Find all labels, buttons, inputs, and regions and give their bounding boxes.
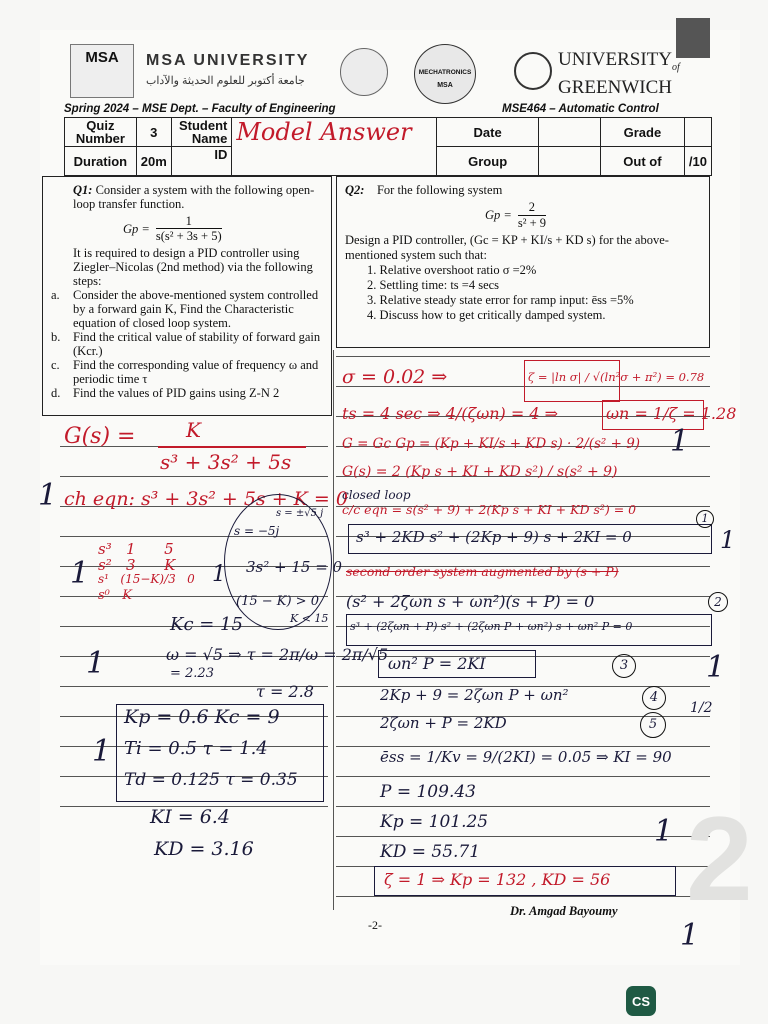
a2-e3: ωn² P = 2KI [388, 654, 486, 673]
msa-logo [70, 44, 134, 98]
a2-kp: Kp = 101.25 [380, 812, 489, 832]
circle-4: 4 [642, 686, 666, 710]
a1-tau: τ = 2.8 [256, 682, 314, 701]
q2-title: Q2: [345, 183, 365, 197]
a1-g-lhs: G(s) = [64, 424, 136, 449]
a1-g-num: K [186, 418, 201, 442]
a1-routh-r4: s⁰ K [98, 588, 132, 603]
q2-tf-den: s² + 9 [517, 216, 547, 230]
student-name: Model Answer [236, 118, 412, 147]
a2-p: P = 109.43 [380, 782, 476, 802]
circle-3: 3 [612, 654, 636, 678]
q1-step-c-label: c. [51, 358, 60, 372]
a2-ce: c/c eqn = s(s² + 9) + 2(Kp s + KI + KD s²) = 0 [342, 502, 637, 517]
mark-10: 1 [680, 918, 700, 953]
msa-name: MSA UNIVERSITY [146, 52, 310, 69]
a2-closed-loop: closed loop [342, 488, 411, 502]
a2-sigma: σ = 0.02 ⇒ [342, 366, 448, 388]
a1-aux: 3s² + 15 = 0 [246, 558, 343, 576]
mark-8: 1 [706, 650, 726, 685]
mechatronics-bottom-text: MSA [437, 82, 453, 89]
info-table [64, 117, 712, 176]
quiz-number: 3 [136, 118, 171, 147]
q1-box [42, 176, 332, 416]
a2-gs: G(s) = 2 (Kp s + KI + KD s²) / s(s² + 9) [342, 464, 618, 480]
a1-ti: Ti = 0.5 τ = 1.4 [124, 738, 268, 759]
out-of: /10 [684, 147, 711, 176]
mark-3: 1 [212, 562, 226, 587]
a2-sec-eq: (s² + 2ζωn s + ωn²)(s + P) = 0 [346, 592, 595, 611]
a2-ts: ts = 4 sec ⇒ 4/(ζωn) = 4 ⇒ [342, 404, 559, 423]
q1-step-d-label: d. [51, 386, 61, 400]
big-page-number: 2 [686, 792, 753, 926]
mark-6: 1 [670, 424, 690, 459]
q1-step-a-text: Consider the above-mentioned system controlled by a forward gain K, Find the Characteristic equation of closed loop system. [73, 288, 319, 330]
q2-tf-lhs: Gp = [485, 208, 512, 222]
column-divider [333, 350, 334, 910]
camscanner-badge: CS [626, 986, 656, 1016]
q1-step-b-label: b. [51, 330, 61, 344]
student-name-label: Student Name [171, 118, 232, 147]
a2-kd: KD = 55.71 [380, 842, 481, 862]
a1-routh-r1: s³ 1 5 [98, 540, 174, 558]
circle-1: 1 [696, 510, 714, 528]
q2-intro: For the following system [376, 183, 503, 197]
out-of-label: Out of [600, 147, 684, 176]
q1-intro: Consider a system with the following open-loop transfer function. [73, 183, 315, 211]
duration: 20m [136, 147, 171, 176]
a1-omega-val: = 2.23 [170, 666, 214, 681]
mechatronics-top-text: MECHATRONICS [418, 69, 472, 76]
greenwich-line2: GREENWICH [558, 76, 672, 98]
a2-crit: ζ = 1 ⇒ Kp = 132 , KD = 56 [384, 870, 611, 889]
a1-kd: KD = 3.16 [154, 838, 254, 860]
q1-step-a [51, 288, 325, 330]
q1-tf-den: s(s² + 3s + 5) [155, 229, 222, 243]
a2-ce-box-text: s³ + 2KD s² + (2Kp + 9) s + 2KI = 0 [356, 528, 632, 546]
a1-kcr: Kc = 15 [170, 614, 243, 635]
a2-second: second order system augmented by (s + P) [346, 564, 619, 579]
greenwich-line1: UNIVERSITY [558, 49, 672, 70]
q1-title: Q1: [73, 183, 93, 197]
quiz-number-label: Quiz Number [65, 118, 137, 147]
q2-req-4: 4. Discuss how to get critically damped system. [367, 308, 606, 322]
q2-box [336, 176, 710, 348]
a1-cond2: K < 15 [290, 612, 329, 625]
signature: Dr. Amgad Bayoumy [510, 904, 618, 918]
q1-tf-lhs: Gp = [123, 221, 150, 236]
a1-omega: ω = √5 ⇒ τ = 2π/ω = 2π/√5 [166, 645, 389, 664]
course-line: MSE464 – Automatic Control [502, 103, 659, 115]
q1-transfer-function [123, 214, 325, 243]
mark-7: 1 [720, 526, 736, 554]
student-name-cell [232, 118, 437, 147]
a1-kp: Kp = 0.6 Kc = 9 [124, 706, 280, 728]
page-number: -2- [368, 918, 382, 932]
mark-1: 1 [38, 478, 58, 513]
a2-expanded: s³ + (2ζωn + P) s² + (2ζωn P + ωn²) s + ωn² P = 0 [350, 620, 633, 633]
circle-5: 5 [640, 712, 666, 738]
a1-routh-r3: s¹ (15−K)/3 0 [98, 572, 195, 586]
msa-logo-text: MSA [85, 49, 119, 66]
a1-g-fraction-bar [158, 446, 306, 448]
q1-step-c-text: Find the corresponding value of frequency ω and periodic time τ [73, 358, 319, 386]
mechatronics-logo [414, 44, 476, 104]
a1-routh-r2: s² 3 K [98, 556, 176, 574]
duration-label: Duration [65, 147, 137, 176]
a2-zeta: ζ = |ln σ| / √(ln²σ + π²) = 0.78 [528, 370, 705, 384]
a1-cond: (15 − K) > 0 [236, 594, 319, 609]
q1-task: It is required to design a PID controller using Ziegler–Nicolas (2nd method) via the following steps: [73, 246, 313, 288]
mark-5: 1 [92, 734, 112, 769]
circle-2: 2 [708, 592, 728, 612]
grade-label: Grade [600, 118, 684, 147]
a2-wn: ωn = 1/ζ = 1.28 [606, 404, 737, 423]
q2-task: Design a PID controller, (Gc = KP + KI/s + KD s) for the above-mentioned system such that: [345, 233, 669, 262]
a1-g-den: s³ + 3s² + 5s [160, 450, 292, 474]
q2-req-2: 2. Settling time: ts =4 secs [367, 278, 500, 292]
mark-half: 1/2 [690, 700, 713, 716]
q2-tf-num: 2 [518, 200, 546, 216]
a2-e4: 2Kp + 9 = 2ζωn P + ωn² [380, 686, 569, 704]
seal-emblem [340, 48, 388, 96]
a1-root2: s = ±√5 j [276, 508, 324, 519]
greenwich-crest-icon [514, 52, 552, 90]
q1-step-a-label: a. [51, 288, 60, 302]
a1-ch-eqn: ch eqn: s³ + 3s² + 5s + K = 0 [64, 488, 348, 510]
q2-req-1: 1. Relative overshoot ratio σ =2% [367, 263, 537, 277]
q2-req-3: 3. Relative steady state error for ramp input: ēss =5% [367, 293, 634, 307]
term-line: Spring 2024 – MSE Dept. – Faculty of Engineering [64, 103, 336, 115]
msa-arabic: جامعة أكتوبر للعلوم الحديثة والآداب [146, 75, 305, 87]
greenwich-of: of [672, 61, 680, 73]
id-label: ID [171, 147, 232, 176]
greenwich-wordmark [558, 50, 680, 98]
q1-step-d [51, 386, 325, 400]
a2-ess: ēss = 1/Kv = 9/(2KI) = 0.05 ⇒ KI = 90 [380, 748, 672, 766]
group-label: Group [437, 147, 539, 176]
q1-step-b-text: Find the critical value of stability of forward gain (Kcr.) [73, 330, 321, 358]
mark-4: 1 [86, 646, 106, 681]
q1-tf-num: 1 [156, 214, 222, 229]
q1-step-b [51, 330, 325, 358]
a1-root: s = −5j [234, 524, 280, 538]
a1-ki: KI = 6.4 [150, 806, 230, 828]
q2-transfer-function [485, 200, 703, 231]
q1-step-c [51, 358, 325, 386]
q1-step-d-text: Find the values of PID gains using Z-N 2 [73, 386, 280, 400]
mark-9: 1 [654, 814, 674, 849]
a1-td: Td = 0.125 τ = 0.35 [124, 770, 298, 790]
a2-e5: 2ζωn + P = 2KD [380, 714, 507, 732]
mark-2: 1 [70, 556, 90, 591]
corner-tab [676, 18, 710, 58]
date-label: Date [437, 118, 539, 147]
a2-g: G = Gc Gp = (Kp + KI/s + KD s) · 2/(s² + 9) [342, 436, 641, 452]
